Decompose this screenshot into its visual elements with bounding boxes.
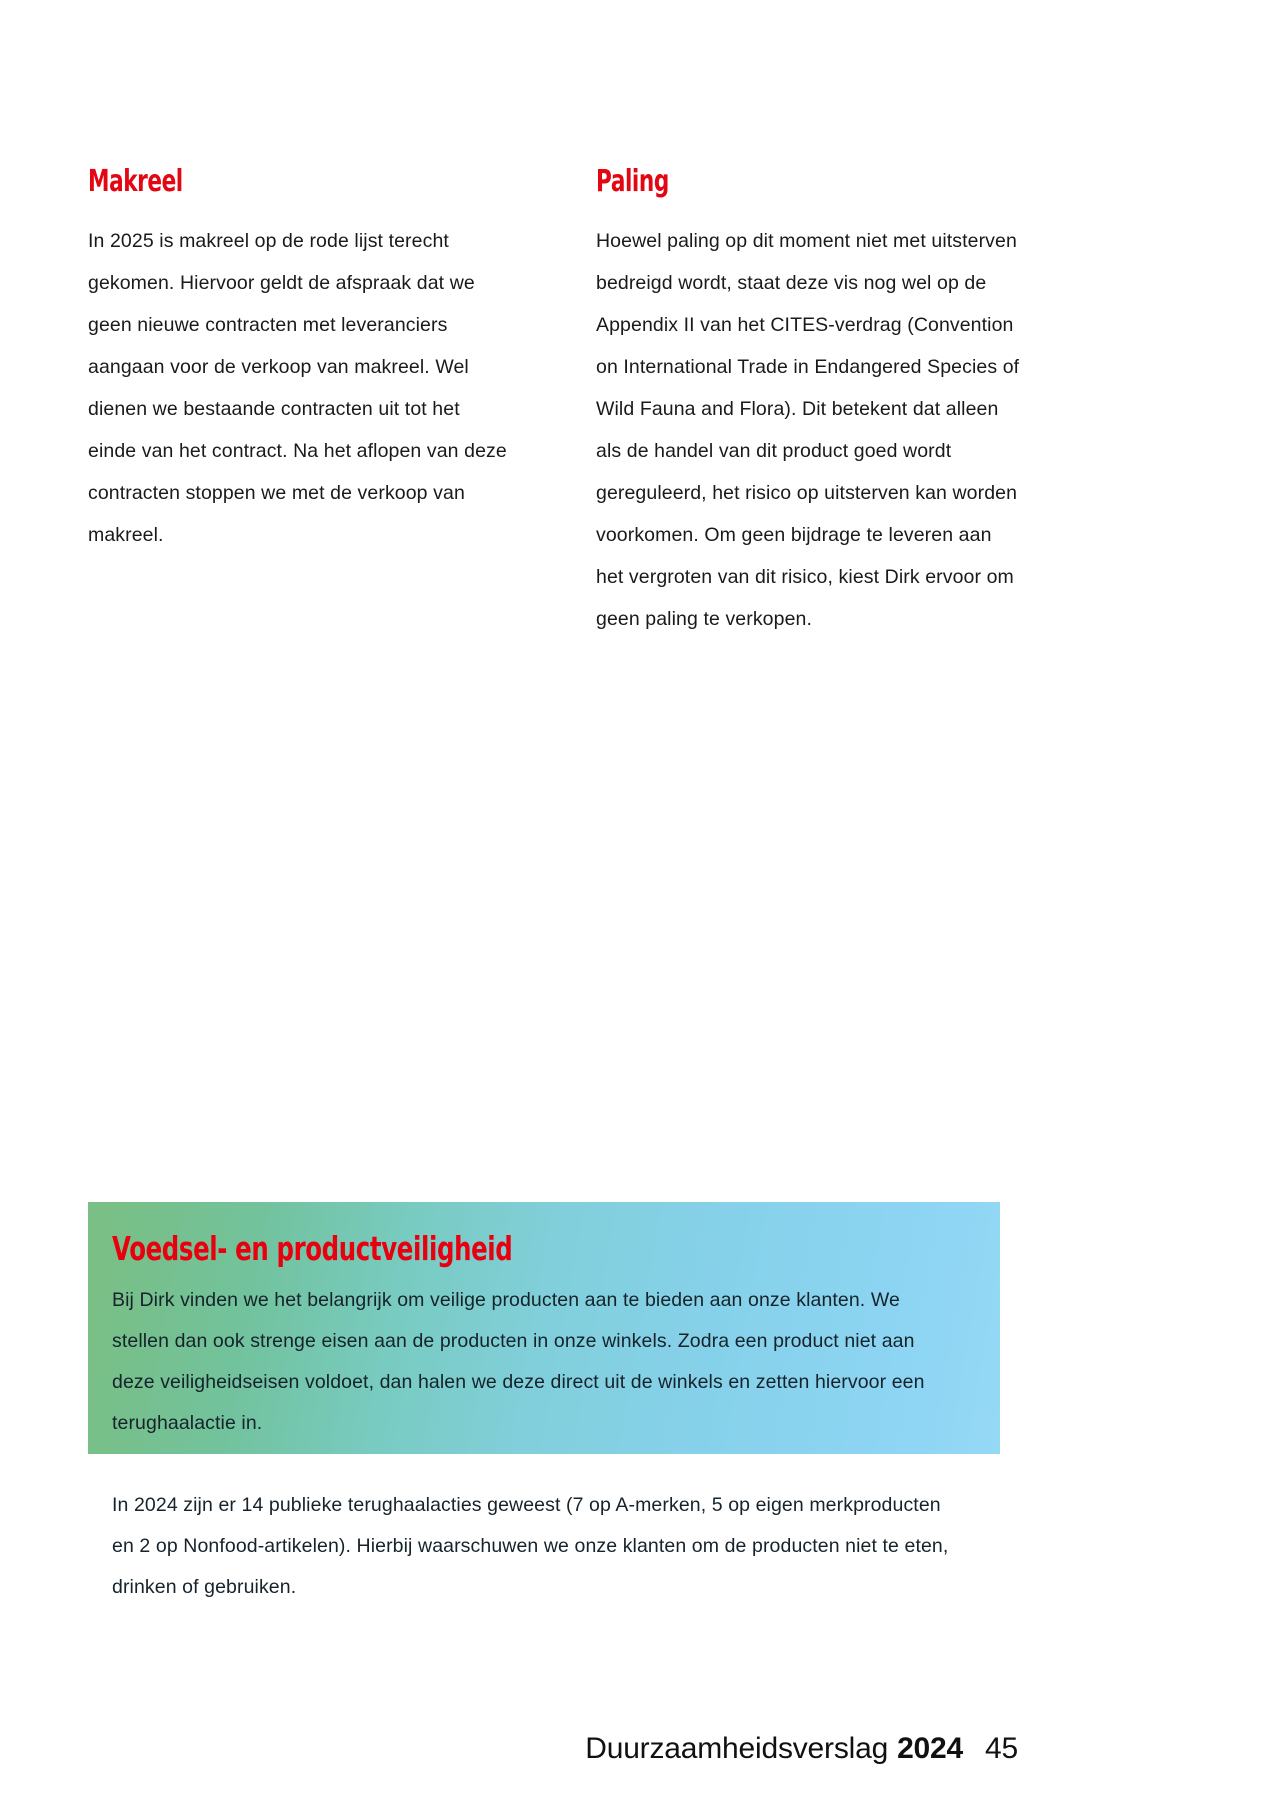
- section-body-paling: Hoewel paling op dit moment niet met uitsterven bedreigd wordt, staat deze vis nog wel op de Appendix II van het CITES-verdrag (Convention on International Trade in Endangered Species of Wild Fauna and Flora). Dit betekent dat alleen als de handel van dit product goed wordt gereguleerd, het risico op uitsterven kan worden voorkomen. Om geen bijdrage te leveren aan het vergroten van dit risico, kiest Dirk ervoor om geen paling te verkopen.: [596, 230, 1020, 630]
- section-heading-makreel: Makreel: [88, 164, 183, 199]
- article-columns: [88, 166, 1020, 640]
- column-paling: [596, 166, 1020, 640]
- page-footer: [585, 1732, 1018, 1766]
- footer-report-title: Duurzaamheidsverslag: [585, 1732, 889, 1765]
- column-makreel: [88, 166, 512, 640]
- section-body-makreel: In 2025 is makreel op de rode lijst terecht gekomen. Hiervoor geldt de afspraak dat we geen nieuwe contracten met leveranciers aangaan voor de verkoop van makreel. Wel dienen we bestaande contracten uit tot het einde van het contract. Na het aflopen van deze contracten stoppen we met de verkoop van makreel.: [88, 230, 507, 546]
- footer-page-number: 45: [985, 1732, 1018, 1765]
- callout-box-food-safety: [88, 1202, 1000, 1598]
- callout-paragraph-2: In 2024 zijn er 14 publieke terughaalacties geweest (7 op A-merken, 5 op eigen merkproducten en 2 op Nonfood-artikelen). Hierbij waarschuwen we onze klanten om de producten niet te eten, drinken of gebruiken.: [112, 1494, 949, 1598]
- section-heading-paling: Paling: [596, 164, 669, 199]
- callout-paragraph-1: Bij Dirk vinden we het belangrijk om veilige producten aan te bieden aan onze klanten. We stellen dan ook strenge eisen aan de producten in onze winkels. Zodra een product niet aan deze veiligheidseisen voldoet, dan halen we deze direct uit de winkels en zetten hiervoor een terughaalactie in.: [112, 1289, 925, 1434]
- callout-heading: Voedsel- en productveiligheid: [112, 1229, 513, 1268]
- footer-report-year: 2024: [897, 1732, 964, 1765]
